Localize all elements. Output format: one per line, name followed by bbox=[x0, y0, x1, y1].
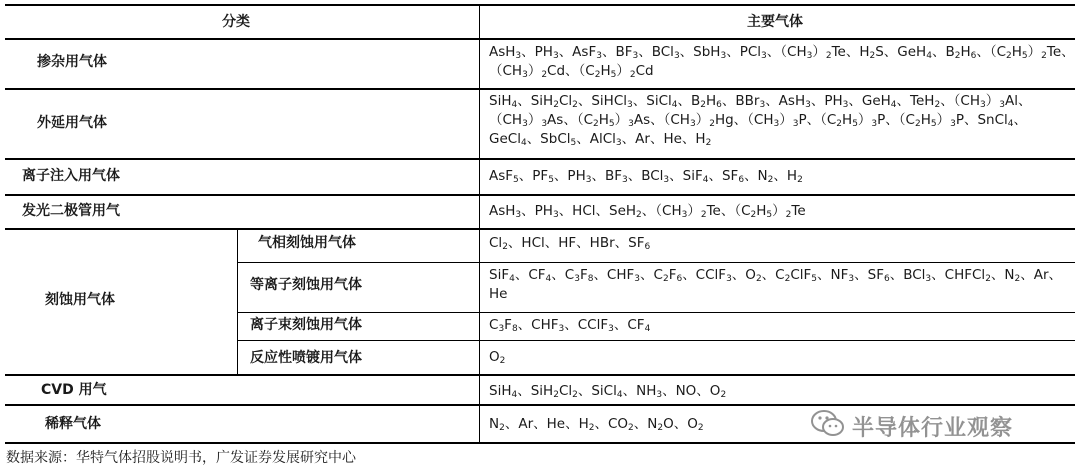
header-gases: 主要气体 bbox=[747, 14, 803, 30]
row-rule bbox=[5, 158, 1075, 160]
gases-cvd: SiH$_4$、$SiH_2Cl_2$、SiCl$_4$、$NH_3$、NO、$O_2$ bbox=[489, 383, 727, 400]
subcategory-ion-beam-etching: 离子束刻蚀用气体 bbox=[250, 317, 362, 333]
gases-led: AsH$_3$、$PH_3$、HCl、SeH$_2$、$(CH_3)_2Te$、$(C_2H_5)_2Te$ bbox=[489, 203, 806, 220]
gases-ion-implantation: AsF$_5$、$PF_5$、$PH_3$、$BF_3$、BCl$_3$、SiF$_4$、$SF_6$、$N_2$、$H_2$ bbox=[489, 168, 803, 185]
row-rule bbox=[5, 404, 1075, 406]
table-top-rule bbox=[5, 4, 1075, 6]
row-rule bbox=[5, 194, 1075, 196]
gases-vapor-etching: $Cl_2$、HCl、HF、HBr、$SF_6$ bbox=[489, 235, 651, 252]
subcategory-plasma-etching: 等离子刻蚀用气体 bbox=[250, 277, 362, 293]
category-doping: 掺杂用气体 bbox=[37, 54, 107, 70]
header-category: 分类 bbox=[222, 14, 250, 30]
gases-reactive-sputtering: $O_2$ bbox=[489, 349, 506, 366]
gases-doping: AsH$_3$、$PH_3$、AsF$_3$、$BF_3$、BCl$_3$、SbH$_3$、PCl$_3$、$(CH_3)_2Te$、$H_2S$、GeH$_4$、$B_2H_6$、$(C_2H_5)_2Te$、$(CH_3)_2Cd$、$(C_2H_5)_2Cd$ bbox=[489, 44, 1075, 80]
header-rule bbox=[5, 38, 1075, 40]
source-note: 数据来源：华特气体招股说明书，广发证券发展研究中心 bbox=[6, 450, 356, 466]
subcategory-reactive-sputtering: 反应性喷镀用气体 bbox=[250, 350, 362, 366]
gases-dilution: $N_2$、Ar、He、$H_2$、$CO_2$、$N_2O$、$O_2$ bbox=[489, 416, 704, 433]
subcategory-divider bbox=[237, 229, 238, 375]
watermark bbox=[810, 408, 1050, 444]
subcategory-vapor-etching: 气相刻蚀用气体 bbox=[258, 235, 356, 251]
category-led: 发光二极管用气 bbox=[22, 203, 120, 219]
wechat-icon bbox=[810, 408, 846, 444]
gases-epitaxy: SiH$_4$、$SiH_2Cl_2$、SiHCl$_3$、SiCl$_4$、$B_2H_6$、BBr$_3$、AsH$_3$、$PH_3$、GeH$_4$、TeH$_2$、$(CH_3)_3Al$、$(CH_3)_3As$、$(C_2H_5)_3As$、$(CH_3)_2Hg$、$(CH_3)_3P$、$(C_2H_5)_3P$、$(C_2H_5)_3P$、SnCl$_4$、GeCl$_4$、SbCl$_5$、AlCl$_3$、Ar、He、$H_2$ bbox=[489, 93, 1032, 148]
category-ion-implantation: 离子注入用气体 bbox=[22, 168, 120, 184]
gases-plasma-etching: SiF$_4$、$CF_4$、$C_3F_8$、$CHF_3$、$C_2F_6$、CClF$_3$、$O_2$、$C_2ClF_5$、$NF_3$、$SF_6$、BCl$_3$、CHFCl$_2$、$N_2$、Ar、He bbox=[489, 267, 1063, 302]
column-divider bbox=[479, 5, 480, 443]
sub-row-rule bbox=[237, 262, 1075, 263]
row-rule bbox=[5, 88, 1075, 90]
watermark-text: 半导体行业观察 bbox=[852, 415, 1014, 441]
category-etching: 刻蚀用气体 bbox=[45, 292, 115, 308]
sub-row-rule bbox=[237, 312, 1075, 313]
category-dilution: 稀释气体 bbox=[45, 416, 101, 432]
category-cvd: CVD 用气 bbox=[41, 382, 107, 398]
gases-ion-beam-etching: $C_3F_8$、$CHF_3$、CClF$_3$、$CF_4$ bbox=[489, 317, 651, 334]
row-rule bbox=[5, 228, 1075, 230]
sub-row-rule bbox=[237, 340, 1075, 341]
row-rule bbox=[5, 374, 1075, 376]
category-epitaxy: 外延用气体 bbox=[37, 115, 107, 131]
